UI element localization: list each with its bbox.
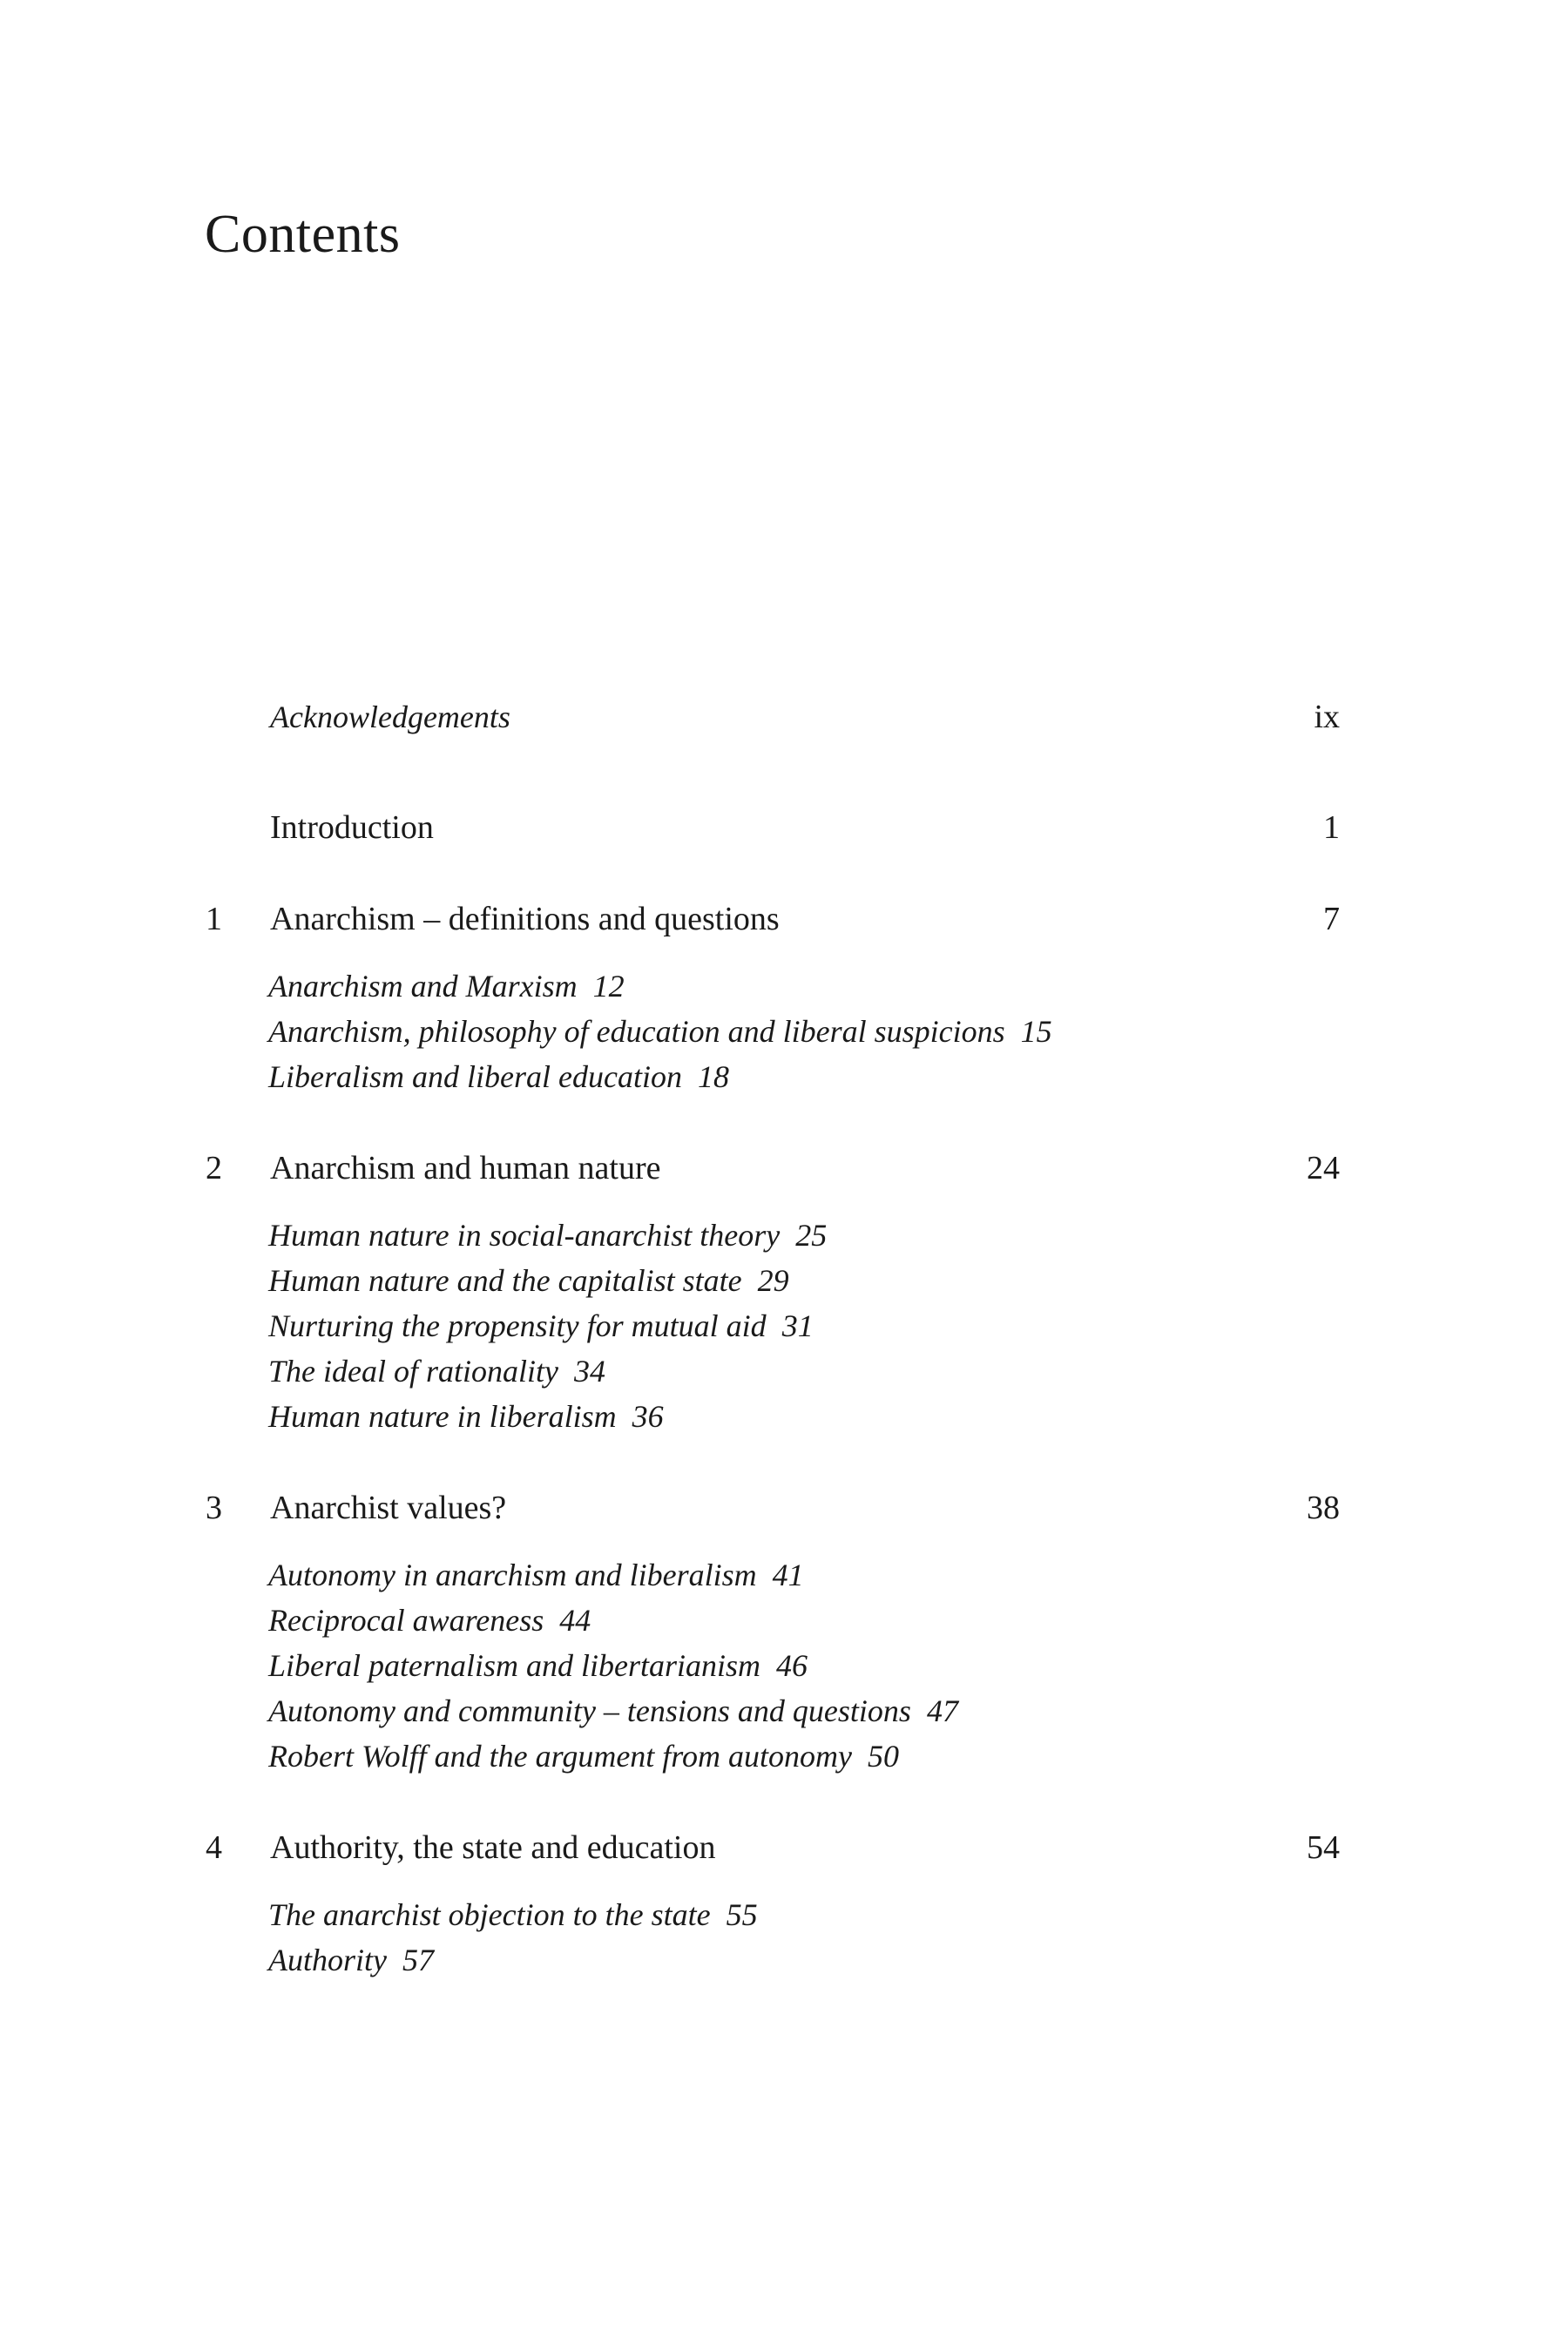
toc-section[interactable] bbox=[268, 1009, 1314, 1054]
chapter-title: Authority, the state and education bbox=[270, 1829, 716, 1866]
page-title: Contents bbox=[205, 205, 401, 264]
section-title: Liberal paternalism and libertarianism bbox=[268, 1648, 761, 1683]
toc-chapter-1[interactable] bbox=[0, 897, 1568, 941]
toc-section[interactable] bbox=[268, 1598, 1314, 1643]
chapter-page: 7 bbox=[1323, 901, 1340, 937]
section-title: Autonomy and community – tensions and questions bbox=[268, 1693, 911, 1728]
section-page: 44 bbox=[559, 1603, 591, 1638]
chapter-page: 24 bbox=[1307, 1150, 1340, 1186]
chapter-title: Anarchism – definitions and questions bbox=[270, 901, 780, 937]
chapter-page: 54 bbox=[1307, 1829, 1340, 1866]
chapter-title: Anarchist values? bbox=[270, 1490, 507, 1526]
toc-entry-page: 1 bbox=[1323, 809, 1340, 846]
section-title: The anarchist objection to the state bbox=[268, 1897, 711, 1932]
toc-section[interactable] bbox=[268, 1688, 1314, 1734]
section-title: Autonomy in anarchism and liberalism bbox=[268, 1558, 757, 1592]
section-title: Liberalism and liberal education bbox=[268, 1059, 682, 1094]
toc-section[interactable] bbox=[268, 1213, 1314, 1258]
toc-section[interactable] bbox=[268, 1303, 1314, 1348]
toc-section[interactable] bbox=[268, 963, 1314, 1009]
section-page: 46 bbox=[776, 1648, 808, 1683]
section-page: 18 bbox=[697, 1059, 729, 1094]
chapter-number: 3 bbox=[206, 1490, 222, 1526]
section-title: The ideal of rationality bbox=[268, 1354, 558, 1389]
section-page: 31 bbox=[781, 1308, 814, 1343]
section-page: 55 bbox=[726, 1897, 758, 1932]
toc-section[interactable] bbox=[268, 1734, 1314, 1779]
toc-section[interactable] bbox=[268, 1348, 1314, 1394]
section-page: 41 bbox=[772, 1558, 804, 1592]
toc-entry-acknowledgements[interactable] bbox=[0, 695, 1568, 739]
chapter-number: 1 bbox=[206, 901, 222, 937]
section-title: Human nature in liberalism bbox=[268, 1399, 617, 1434]
toc-chapter-4[interactable] bbox=[0, 1826, 1568, 1869]
chapter-title: Anarchism and human nature bbox=[270, 1150, 661, 1186]
chapter-3-sections bbox=[268, 1552, 1314, 1779]
toc-section[interactable] bbox=[268, 1394, 1314, 1439]
chapter-page: 38 bbox=[1307, 1490, 1340, 1526]
toc-entry-introduction[interactable] bbox=[0, 806, 1568, 849]
chapter-number: 2 bbox=[206, 1150, 222, 1186]
section-title: Human nature and the capitalist state bbox=[268, 1263, 742, 1298]
section-page: 12 bbox=[592, 969, 625, 1004]
toc-entry-title: Introduction bbox=[270, 809, 434, 846]
section-title: Authority bbox=[268, 1943, 387, 1977]
toc-section[interactable] bbox=[268, 1258, 1314, 1303]
section-title: Human nature in social-anarchist theory bbox=[268, 1218, 781, 1253]
section-title: Anarchism, philosophy of education and liberal suspicions bbox=[268, 1014, 1005, 1049]
toc-section[interactable] bbox=[268, 1643, 1314, 1688]
toc-chapter-2[interactable] bbox=[0, 1146, 1568, 1190]
section-page: 25 bbox=[795, 1218, 828, 1253]
toc-section[interactable] bbox=[268, 1552, 1314, 1598]
toc-section[interactable] bbox=[268, 1892, 1314, 1937]
toc-section[interactable] bbox=[268, 1937, 1314, 1983]
toc-section[interactable] bbox=[268, 1054, 1314, 1099]
toc-entry-page: ix bbox=[1314, 699, 1340, 735]
section-page: 34 bbox=[573, 1354, 605, 1389]
section-title: Nurturing the propensity for mutual aid bbox=[268, 1308, 767, 1343]
chapter-4-sections bbox=[268, 1892, 1314, 1983]
section-title: Reciprocal awareness bbox=[268, 1603, 544, 1638]
section-page: 15 bbox=[1020, 1014, 1052, 1049]
section-page: 29 bbox=[757, 1263, 789, 1298]
section-page: 36 bbox=[632, 1399, 664, 1434]
section-page: 50 bbox=[867, 1739, 899, 1774]
section-title: Robert Wolff and the argument from autonomy bbox=[268, 1739, 852, 1774]
chapter-number: 4 bbox=[206, 1829, 222, 1866]
section-page: 57 bbox=[402, 1943, 434, 1977]
chapter-2-sections bbox=[268, 1213, 1314, 1439]
toc-chapter-3[interactable] bbox=[0, 1486, 1568, 1530]
chapter-1-sections bbox=[268, 963, 1314, 1099]
section-title: Anarchism and Marxism bbox=[268, 969, 578, 1004]
section-page: 47 bbox=[926, 1693, 958, 1728]
toc-entry-title: Acknowledgements bbox=[270, 700, 510, 734]
